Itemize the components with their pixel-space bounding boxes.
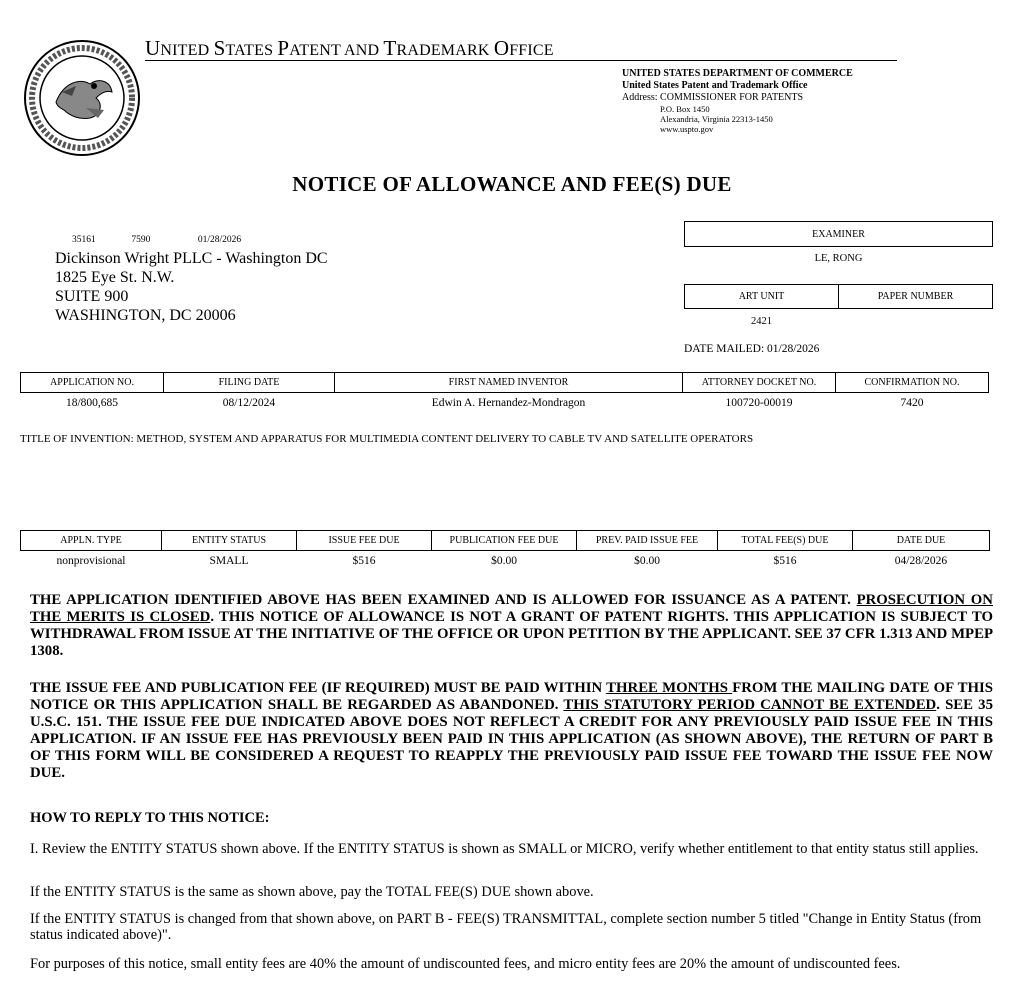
fee-paragraph: THE ISSUE FEE AND PUBLICATION FEE (IF REQUIRED) MUST BE PAID WITHIN THREE MONTHS FROM THE MAILING DATE OF THIS NOTICE OR THIS APPLICATION SHALL BE REGARDED AS ABANDONED. THIS STATUTORY PERIOD CANNOT BE EXTENDED. SEE 35 U.S.C. 151. THE ISSUE FEE DUE INDICATED ABOVE DOES NOT REFLECT A CREDIT FOR ANY PREVIOUSLY PAID ISSUE FEE IN THIS APPLICATION. IF AN ISSUE FEE HAS PREVIOUSLY BEEN PAID IN THIS APPLICATION (AS SHOWN ABOVE), THE RETURN OF PART B OF THIS FORM WILL BE CONSIDERED A REQUEST TO REAPPLY THE PREVIOUSLY PAID ISSUE FEE TOWARD THE ISSUE FEE NOW DUE.	[30, 680, 993, 781]
date-mailed: DATE MAILED: 01/28/2026	[684, 343, 820, 355]
application-table	[20, 372, 989, 412]
mailing-address: Dickinson Wright PLLC - Washington DC 1825 Eye St. N.W. SUITE 900 WASHINGTON, DC 20006	[55, 250, 328, 324]
table-row: 18/800,685 08/12/2024 Edwin A. Hernandez-Mondragon 100720-00019 7420	[65, 396, 924, 409]
instruction-1: I. Review the ENTITY STATUS shown above. If the ENTITY STATUS is shown as SMALL or MICRO, verify whether entitlement to that entity status still applies.	[30, 841, 979, 857]
art-unit-label: ART UNIT	[684, 284, 839, 309]
uspto-seal	[20, 38, 144, 158]
allowance-paragraph: THE APPLICATION IDENTIFIED ABOVE HAS BEEN EXAMINED AND IS ALLOWED FOR ISSUANCE AS A PATENT. PROSECUTION ON THE MERITS IS CLOSED. THIS NOTICE OF ALLOWANCE IS NOT A GRANT OF PATENT RIGHTS. THIS APPLICATION IS SUBJECT TO WITHDRAWAL FROM ISSUE AT THE INITIATIVE OF THE OFFICE OR UPON PETITION BY THE APPLICANT. SEE 37 CFR 1.313 AND MPEP 1308.	[30, 592, 994, 659]
paper-number-label: PAPER NUMBER	[838, 284, 993, 309]
department-address: UNITED STATES DEPARTMENT OF COMMERCE United States Patent and Trademark Office Address: COMMISSIONER FOR PATENTS P.O. Box 1450 Alexandria, Virginia 22313-1450 www.uspto.gov	[622, 68, 853, 134]
instruction-4: For purposes of this notice, small entity fees are 40% the amount of undiscounted fees, and micro entity fees are 20% the amount of undiscounted fees.	[30, 956, 901, 972]
instruction-3: If the ENTITY STATUS is changed from that shown above, on PART B - FEE(S) TRANSMITTAL, complete section number 5 titled "Change in Entity Status (from status indicated above)".	[30, 911, 982, 943]
instruction-2: If the ENTITY STATUS is the same as shown above, pay the TOTAL FEE(S) DUE shown above.	[30, 884, 594, 900]
seal-icon	[20, 38, 144, 158]
howto-heading: HOW TO REPLY TO THIS NOTICE:	[30, 810, 270, 826]
examiner-name: LE, RONG	[814, 253, 863, 264]
fee-table	[20, 530, 990, 570]
notice-title: NOTICE OF ALLOWANCE AND FEE(S) DUE	[292, 172, 732, 196]
table-row: nonprovisional SMALL $516 $0.00 $0.00 $516 04/28/2026	[56, 554, 948, 567]
office-title: UNITED STATES PATENT AND TRADEMARK OFFICE	[145, 36, 554, 60]
mailing-codes: 35161 7590 01/28/2026	[72, 235, 242, 245]
table-row: APPLICATION NO. FILING DATE FIRST NAMED INVENTOR ATTORNEY DOCKET NO. CONFIRMATION NO.	[21, 373, 989, 393]
title-of-invention: TITLE OF INVENTION: METHOD, SYSTEM AND APPARATUS FOR MULTIMEDIA CONTENT DELIVERY TO CABLE TV AND SATELLITE OPERATORS	[20, 433, 754, 445]
title-rule	[145, 60, 897, 61]
examiner-label: EXAMINER	[684, 221, 993, 247]
art-unit-value: 2421	[751, 316, 772, 327]
table-row: APPLN. TYPE ENTITY STATUS ISSUE FEE DUE PUBLICATION FEE DUE PREV. PAID ISSUE FEE TOTAL FEE(S) DUE DATE DUE	[21, 531, 990, 551]
